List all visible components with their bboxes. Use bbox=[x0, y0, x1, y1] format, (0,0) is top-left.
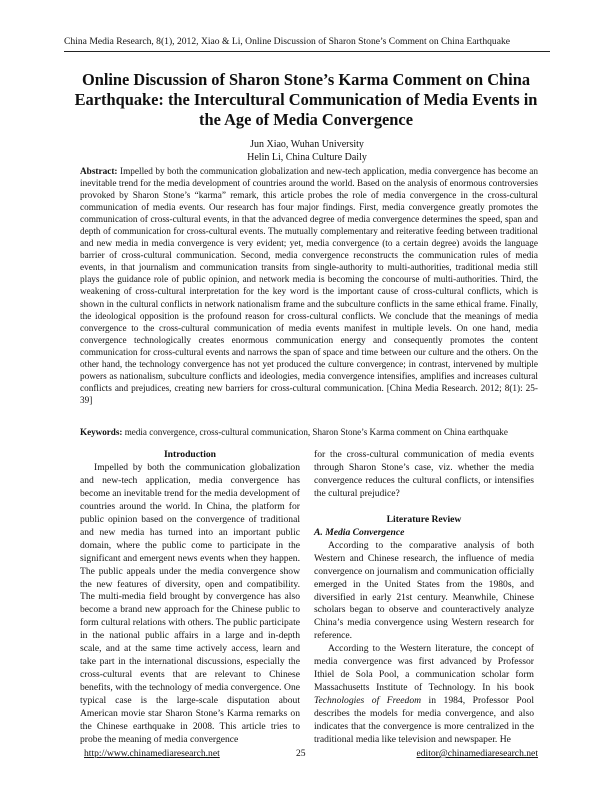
lit-p2-start: According to the Western literature, the concept of media convergence was first advanced by Professor Ithiel de Sola Pool, a communication scholar form Massachusetts Institute of Technology. In his book bbox=[314, 643, 534, 694]
abstract-text: Impelled by both the communication globalization and new-tech application, media convergence has become an inevitable trend for the media development of countries around the world. Based on the analysis of enormous controversies provoked by Sharon Stone’s “karma” remark, this article probes the role of media convergence in the cross-cultural communication of media events. Our research has four major findings. First, media convergence greatly promotes the communication of cross-cultural events, in that the advanced degree of media convergence determines the speed, span and depth of communication for cross-cultural events. The mutually complementary and reiterative feeding between traditional and new media in media convergence is very evident; yet, media convergence (to a certain degree) avoids the language barrier of cross-cultural communication. Second, media convergence reconstructs the communication rules of media events, in that journalism and communication transits from single-authority to multi-authorities, traditional media still plays the guidance role of public opinion, and network media is becoming the concourse of multi-authorities. Third, the weakening of cross-cultural interpretation for the key word is the important cause of cross-cultural conflicts, which is shown in the cultural conflicts in network nationalism frame and the subculture conflicts in the same ethical frame. Finally, the ideological opposition is the profound reason for cross-cultural conflicts. We conclude that the meanings of media convergence to the cross-cultural communication of media events manifest in multiple levels. On one hand, media convergence technologically creates enormous communication energy and consequently promotes the content communication for cross-cultural events and narrows the span of space and time between our culture and the others. On the other hand, the technology convergence has not yet produced the culture convergence; in contrast, intervened by multiple powers as nationalism, subculture conflicts and ideologies, media convergence intensifies, amplifies and increases cultural conflicts and prejudices, creating new barriers for cross-cultural communication. [China Media Research. 2012; 8(1): 25-39] bbox=[80, 167, 539, 406]
footer-website-link[interactable]: http://www.chinamediaresearch.net bbox=[84, 748, 220, 759]
running-header: China Media Research, 8(1), 2012, Xiao & Li, Online Discussion of Sharon Stone’s Comment on China Earthquake bbox=[64, 36, 511, 47]
media-convergence-subheading: A. Media Convergence bbox=[314, 526, 405, 538]
intro-heading: Introduction bbox=[163, 449, 217, 460]
author-1: Jun Xiao, Wuhan University bbox=[250, 139, 364, 150]
intro-paragraph: Impelled by both the communication globalization and new-tech application, media convergence has become an inevitable trend for the media development of countries around the world. In China, the platform for public opinion based on the convergence of traditional and new media has turned into an important public domain, where the public come to participate in the significant and emergent news events when they happen. The public appeals under the media convergence show the new features of diversity, open and compatibility. The multi-media field brought by convergence has also become a brand new approach for the Chinese public to form cultural relations with others. The public participate in the national public affairs in a large and in-depth scale, and at the same time actively access, learn and take part in the international discussions, especially the cross-cultural events that are relevant to Chinese benefits, with the technology of media convergence. One typical case is the large-scale disputation about American movie star Sharon Stone’s Karma remarks on the Chinese earthquake in 2008. This article tries to probe the meaning of media convergence bbox=[80, 461, 300, 745]
paper-title: Online Discussion of Sharon Stone’s Karma Comment on China Earthquake: the Intercultural Communication of Media Events in the Age of Media Convergence bbox=[74, 70, 538, 129]
keywords-text: media convergence, cross-cultural communication, Sharon Stone’s Karma comment on China earthquake bbox=[124, 427, 508, 437]
author-2: Helin Li, China Culture Daily bbox=[247, 152, 367, 163]
literature-review-heading: Literature Review bbox=[386, 513, 462, 525]
keywords-label: Keywords: bbox=[80, 427, 123, 437]
book-title: Technologies of Freedom bbox=[314, 695, 422, 707]
header-rule bbox=[64, 51, 550, 52]
literature-paragraph-2 bbox=[314, 643, 534, 747]
abstract bbox=[80, 166, 538, 407]
intro-continued-paragraph: for the cross-cultural communication of media events through Sharon Stone’s case, viz. whether the media convergence reduces the cultural conflicts, or intensifies the cultural prejudice? bbox=[314, 449, 534, 499]
abstract-label: Abstract: bbox=[80, 167, 118, 177]
left-column bbox=[80, 449, 300, 747]
lit-p2-end: in 1984, Professor Pool describes the models for media convergence, and also indicates that the convergence is more centralized in the traditional media like television and newspaper. He bbox=[314, 695, 534, 746]
footer-email-link[interactable]: editor@chinamediaresearch.net bbox=[416, 748, 538, 759]
keywords bbox=[80, 426, 550, 438]
author-block bbox=[64, 138, 550, 164]
page-number: 25 bbox=[296, 748, 306, 759]
right-column bbox=[314, 449, 534, 747]
literature-paragraph-1: According to the comparative analysis of both Western and Chinese research, the influence of media convergence on journalism and communication officially emerged in the United States from the 1980s, and diversified in early 21st century. Meanwhile, Chinese scholars began to observe and counteractively analyze China’s media convergence using Western research for reference. bbox=[314, 539, 534, 642]
